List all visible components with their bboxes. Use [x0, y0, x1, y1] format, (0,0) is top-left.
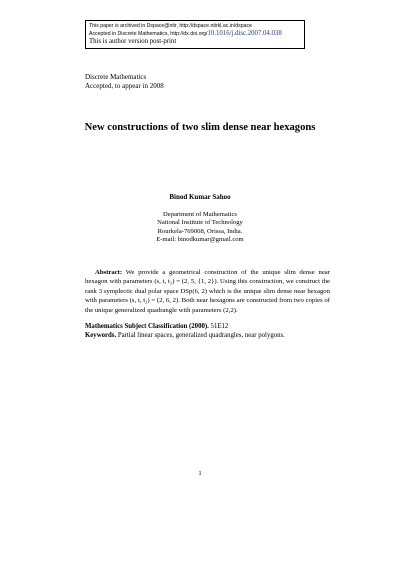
keywords-section — [85, 331, 330, 340]
paper-title: New constructions of two slim dense near hexagons — [84, 122, 316, 133]
author-affiliation — [60, 211, 340, 245]
publication-status: Accepted, to appear in 2008 — [85, 82, 164, 90]
affiliation-department: Department of Mathematics — [163, 211, 237, 218]
journal-info — [85, 73, 164, 91]
abstract-label: Abstract: — [95, 269, 123, 276]
affiliation-email: E-mail: binodkumar@gmail.com — [156, 236, 244, 244]
affiliation-address: Rourkela-769008, Orissa, India. — [157, 227, 243, 235]
keywords-value: Partial linear spaces, generalized quadrangles, near polygons. — [117, 332, 285, 339]
abstract-section — [85, 268, 330, 315]
page-number: 1 — [198, 470, 202, 477]
msc-classification — [85, 322, 330, 331]
affiliation-institute: National Institute of Technology — [157, 219, 243, 227]
abstract-text: We provide a geometrical construction of the unique slim dense near hexagon with parameters (s, t, t₂) = (2, 5, {1, 2}). Using this construction, we construct the rank 3 symplectic dual polar space DSp(6, 2) which is the unique slim dense near hexagon with parameters (s, t, t₂) = (2, 6, 2). Both near hexagons are constructed from two copies of the unique generalized quadrangle with parameters (2,2). — [85, 269, 330, 314]
acceptance-notice-prefix: Accepted in Discrete Mathematics, http://dx.doi.org/ — [89, 31, 208, 37]
postprint-notice-line: This is author version post-print — [89, 38, 177, 45]
archive-notice-line: This paper is archived in Dspace@nitr, http://dspace.nitrkl.ac.in/dspace — [89, 23, 252, 29]
doi-link[interactable]: 10.1016/j.disc.2007.04.038 — [207, 30, 282, 37]
acceptance-notice-line — [89, 30, 301, 38]
msc-label: Mathematics Subject Classification (2000). — [85, 323, 209, 330]
keywords-label: Keywords. — [85, 332, 117, 339]
msc-value: 51E12 — [210, 323, 229, 330]
author-name: Binod Kumar Sahoo — [169, 193, 231, 201]
journal-name: Discrete Mathematics — [85, 73, 147, 81]
archive-notice-box — [85, 20, 305, 49]
